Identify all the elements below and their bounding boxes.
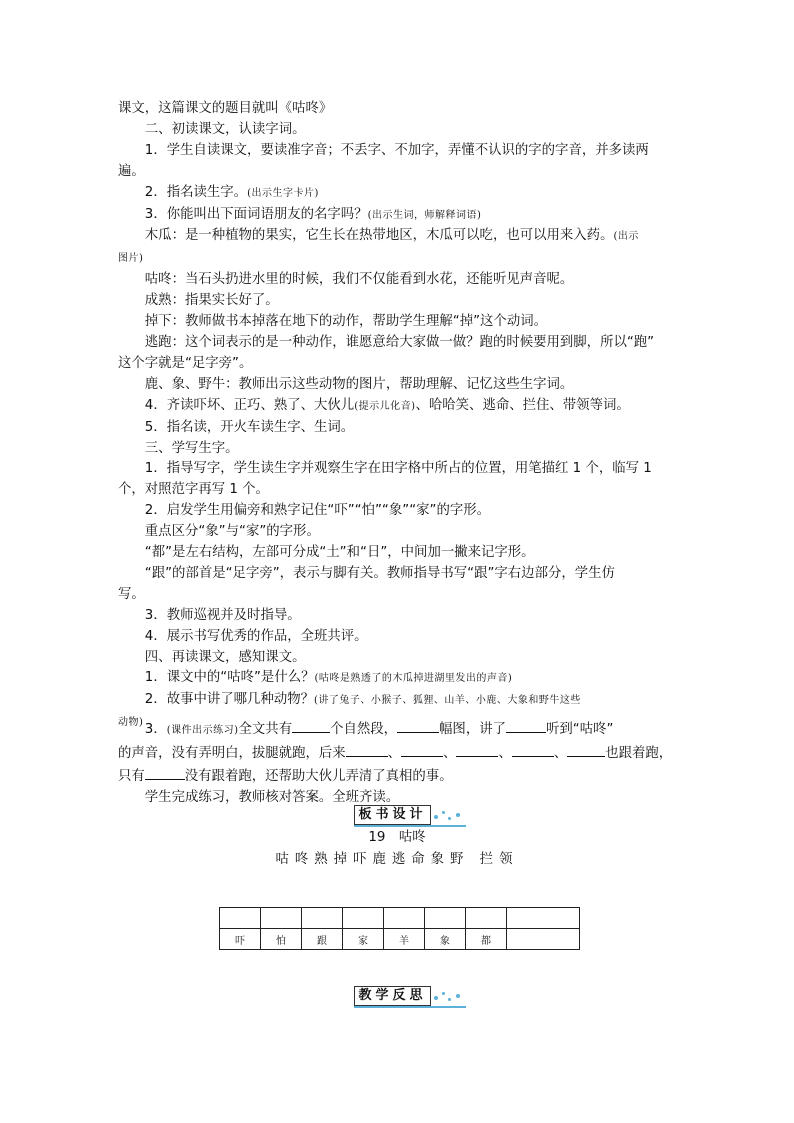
line-text: 、哈哈笑、逃命、拦住、带领等词。: [415, 397, 630, 413]
grid-char: 都: [466, 929, 507, 950]
board-title: 19 咕咚: [368, 830, 426, 845]
exercise-text: 没有跟着跑，还帮助大伙儿弄清了真相的事。: [184, 768, 453, 784]
body-line: [118, 501, 678, 522]
body-line: [118, 120, 678, 141]
line-text: 咕咚：当石头扔进水里的时候，我们不仅能看到水花，还能听见声音呢。: [144, 272, 574, 288]
blank-animal-2: [401, 742, 443, 757]
grid-char: 家: [343, 929, 384, 950]
grid-char: 跟: [302, 929, 343, 950]
line-text: 遍。: [118, 163, 145, 179]
separator: 、: [387, 745, 402, 761]
line-text: 1．课文中的“咕咚”是什么？: [144, 670, 315, 686]
blank-paragraphs: [292, 718, 330, 733]
line-text: 这个字就是“足字旁”。: [118, 355, 253, 371]
body-line: [118, 648, 678, 669]
body-line: [118, 205, 678, 227]
body-line: [118, 439, 678, 460]
body-line: [118, 141, 678, 162]
line-text: 2．启发学生用偏旁和熟字记住“吓”“怕”“象”“家”的字形。: [144, 503, 491, 519]
grid-cell: [425, 908, 466, 929]
separator: 、: [443, 745, 457, 761]
body-line: [118, 522, 678, 543]
exercise-number: 3．: [144, 722, 167, 737]
line-text: 2．故事中讲了哪几种动物？: [144, 692, 315, 708]
body-line: [118, 312, 678, 333]
body-line: [118, 585, 678, 606]
line-text: 写。: [118, 586, 145, 602]
banner-underline: [354, 1006, 466, 1008]
line-text: 个，对照范字再写 1 个。: [118, 482, 269, 498]
grid-cell: [384, 908, 425, 929]
blank-who: [506, 718, 546, 733]
body-line: [118, 162, 678, 183]
exercise-note: (课件出示练习): [166, 725, 239, 736]
line-note: (出示: [613, 231, 639, 243]
line-text: 4．展示书写优秀的作品，全班共评。: [144, 628, 368, 644]
line-text: 4．齐读吓坏、正巧、熟了、大伙儿: [144, 397, 355, 413]
grid-cell: [507, 908, 580, 929]
grid-cell: [302, 908, 343, 929]
exercise-text: 个自然段，: [330, 722, 398, 737]
grid-cell: [466, 908, 507, 929]
exercise-block: [118, 718, 678, 809]
line-text: 逃跑：这个词表示的是一种动作，谁愿意给大家做一做？跑的时候要用到脚，所以“跑”: [144, 334, 655, 350]
line-text: “都”是左右结构，左部可分成“土”和“日”，中间加一撇来记字形。: [144, 545, 535, 561]
line-note: (咕咚是熟透了的木瓜掉进湖里发出的声音): [314, 673, 513, 685]
blank-animal-5: [567, 742, 605, 757]
decorative-dots-icon: [432, 990, 468, 1004]
body-line: [118, 418, 678, 439]
grid-char: 羊: [384, 929, 425, 950]
line-text: 5．指名读，开火车读生字、生词。: [144, 419, 355, 435]
line-note: (出示生字卡片): [247, 187, 319, 199]
body-line: [118, 291, 678, 312]
exercise-text: 全文共有: [238, 722, 293, 737]
grid-row-empty: [220, 908, 580, 929]
body-line: [118, 99, 678, 120]
reflection-label: 教学反思: [354, 986, 431, 1006]
lesson-body: [118, 99, 678, 734]
line-text: 1．学生自读课文，要读准字音；不丢字、不加字，弄懂不认识的字的字音，并多读两: [144, 142, 649, 158]
grid-cell: [220, 908, 261, 929]
body-line: [118, 396, 678, 418]
body-line: [118, 543, 678, 564]
line-text: 3．教师巡视并及时指导。: [144, 607, 301, 623]
blank-animal-6: [145, 765, 185, 780]
blank-animal-3: [456, 742, 498, 757]
body-line: [118, 248, 678, 270]
board-characters: 咕咚熟掉吓鹿逃命象野 拦领: [275, 852, 519, 867]
exercise-text: 只有: [118, 768, 145, 784]
body-line: [118, 627, 678, 648]
line-note: (出示生词，师解释词语): [367, 209, 482, 221]
grid-row-chars: [220, 929, 580, 950]
line-note: (提示儿化音): [354, 400, 416, 412]
line-note: 图片): [118, 253, 144, 265]
grid-cell: [507, 929, 580, 950]
line-text: 成熟：指果实长好了。: [144, 293, 279, 309]
grid-cell: [261, 908, 302, 929]
line-text: 重点区分“象”与“家”的字形。: [144, 524, 320, 540]
body-line: [118, 270, 678, 291]
grid-char: 象: [425, 929, 466, 950]
blank-animal-4: [512, 742, 554, 757]
board-design-label: 板书设计: [354, 805, 431, 825]
body-line: [118, 480, 678, 501]
body-line: [118, 354, 678, 375]
blank-pictures: [397, 718, 439, 733]
exercise-line-3: [118, 765, 678, 788]
reflection-banner: [354, 984, 469, 1010]
blank-animal-1: [346, 742, 388, 757]
exercise-text: 听到“咕咚”: [546, 722, 614, 737]
line-text: 1．指导写字，学生读生字并观察生字在田字格中所占的位置，用笔描红 1 个，临写 1: [144, 461, 652, 477]
line-text: 3．你能叫出下面词语朋友的名字吗？: [144, 206, 368, 222]
exercise-text: 的声音，没有弄明白，拔腿就跑，后来: [118, 745, 346, 761]
grid-char: 怕: [261, 929, 302, 950]
body-line: [118, 375, 678, 396]
grid-cell: [343, 908, 384, 929]
body-line: [118, 690, 678, 712]
body-line: [118, 459, 678, 480]
separator: 、: [553, 745, 568, 761]
body-line: [118, 668, 678, 690]
body-line: [118, 564, 678, 585]
body-line: [118, 226, 678, 248]
exercise-text: 幅图，讲了: [439, 722, 506, 737]
exercise-line-1: [118, 718, 678, 742]
grid-char: 吓: [220, 929, 261, 950]
line-text: 四、再读课文，感知课文。: [144, 649, 306, 665]
line-text: “跟”的部首是“足字旁”，表示与脚有关。教师指导书写“跟”字右边部分，学生仿: [144, 565, 615, 581]
line-text: 课文，这篇课文的题目就叫《咕咚》: [118, 101, 333, 116]
exercise-text: 也跟着跑，: [605, 745, 673, 761]
decorative-dots-icon: [432, 809, 468, 823]
line-text: 木瓜：是一种植物的果实，它生长在热带地区，木瓜可以吃，也可以用来入药。: [144, 228, 614, 244]
line-text: 三、学写生字。: [144, 440, 239, 456]
line-text: 2．指名读生字。: [144, 184, 248, 200]
body-line: [118, 606, 678, 627]
line-text: 二、初读课文，认读字词。: [144, 121, 306, 137]
line-note: (讲了兔子、小猴子、狐狸、山羊、小鹿、大象和野牛这些: [314, 695, 581, 707]
line-note: 动物): [118, 717, 144, 729]
closing-line: 学生完成练习，教师核对答案。全班齐读。: [144, 789, 400, 805]
exercise-line-2: [118, 742, 678, 765]
body-line: [118, 333, 678, 354]
line-text: 鹿、象、野牛：教师出示这些动物的图片，帮助理解、记忆这些生字词。: [144, 376, 574, 392]
body-line: [118, 183, 678, 205]
writing-grid: [219, 907, 580, 950]
line-text: 掉下：教师做书本掉落在地下的动作，帮助学生理解“掉”这个动词。: [144, 314, 547, 330]
separator: 、: [498, 745, 512, 761]
